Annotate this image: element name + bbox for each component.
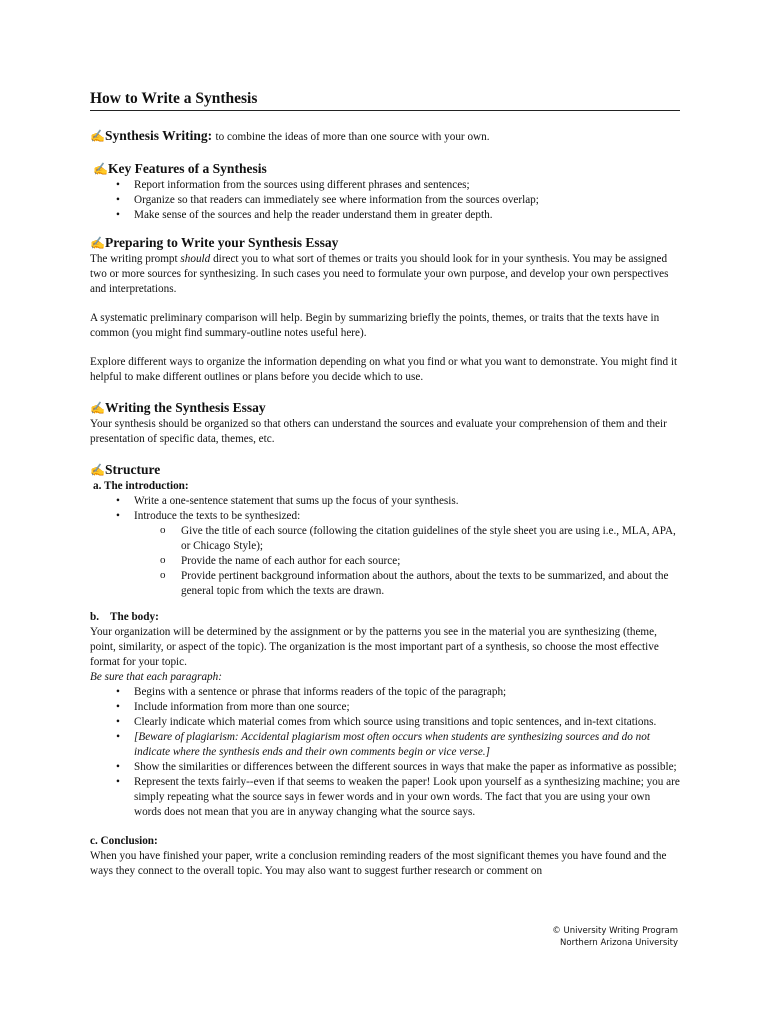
pointing-hand-icon: ✍ — [93, 162, 108, 176]
pointing-hand-icon: ✍ — [90, 236, 105, 250]
sublist-item: o Provide pertinent background information about the authors, about the texts to be summarized, and about the general topic from which the texts are drawn. — [90, 569, 680, 599]
list-item: • Show the similarities or differences between the different sources in ways that make the paper as informative as possible; — [90, 760, 680, 775]
structure-heading — [90, 461, 680, 479]
key-features-heading-text: Key Features of a Synthesis — [107, 161, 267, 176]
conclusion-paragraph-1: When you have finished your paper, write a conclusion reminding readers of the most significant themes you have found and the ways they connect to the overall topic. You may also want to suggest further research or comment on — [90, 850, 667, 877]
synthesis-writing-definition: to combine the ideas of more than one source with your own. — [215, 131, 490, 143]
list-item: • Introduce the texts to be synthesized: — [90, 509, 680, 524]
synthesis-writing-label: Synthesis Writing: — [104, 128, 213, 143]
footer-copyright: © University Writing Program — [552, 926, 678, 936]
pointing-hand-icon: ✍ — [90, 129, 105, 143]
writing-heading — [90, 399, 680, 417]
sublist-item: o Provide the name of each author for each source; — [90, 554, 680, 569]
introduction-list — [90, 494, 680, 524]
body-paragraph-1: Your organization will be determined by the assignment or by the patterns you see in the material you are synthesizing (theme, point, similarity, or aspect of the topic). The organization is the most important part of a synthesis, so choose the most effective format for your topic. — [90, 626, 659, 668]
conclusion-heading: c. Conclusion: — [90, 835, 158, 847]
list-item: • Make sense of the sources and help the reader understand them in greater depth. — [90, 208, 680, 223]
list-item: • Represent the texts fairly--even if that seems to weaken the paper! Look upon yourself as a synthesizing machine; you are simply repeating what the source says in fewer words and in your own words. The fact that you are using your own words does not mean that you are in anyway changing what the source says. — [90, 775, 680, 820]
body-list — [90, 685, 680, 820]
page-footer — [552, 925, 678, 949]
preparing-paragraph-3: Explore different ways to organize the information depending on what you find or what you want to demonstrate. You might find it helpful to make different outlines or plans before you decide which to use. — [90, 356, 678, 383]
list-item: • Clearly indicate which material comes from which source using transitions and topic sentences, and in-text citations. — [90, 715, 680, 730]
introduction-sublist — [90, 524, 680, 599]
page-title: How to Write a Synthesis — [90, 90, 680, 111]
structure-heading-text: Structure — [104, 462, 161, 477]
preparing-paragraph-2: A systematic preliminary comparison will help. Begin by summarizing briefly the points, themes, or traits that the texts have in common (you might find summary-outline notes useful here). — [90, 312, 660, 339]
list-item: • Organize so that readers can immediately see where information from the sources overlap; — [90, 193, 680, 208]
list-item: • Begins with a sentence or phrase that informs readers of the topic of the paragraph; — [90, 685, 680, 700]
footer-university: Northern Arizona University — [560, 938, 678, 948]
introduction-heading: a. The introduction: — [93, 480, 189, 492]
synthesis-writing-heading — [90, 127, 680, 146]
writing-heading-text: Writing the Synthesis Essay — [104, 400, 266, 415]
key-features-heading — [90, 160, 680, 178]
list-item: • [Beware of plagiarism: Accidental plagiarism most often occurs when students are synthesizing sources and do not indicate where the synthesis ends and their own comments begin or vice verse.] — [90, 730, 680, 760]
preparing-heading — [90, 234, 680, 252]
body-paragraph-2: Be sure that each paragraph: — [90, 671, 222, 683]
pointing-hand-icon: ✍ — [90, 401, 105, 415]
pointing-hand-icon: ✍ — [90, 463, 105, 477]
body-heading: b. The body: — [90, 611, 159, 623]
key-features-list — [90, 178, 680, 223]
list-item: • Include information from more than one source; — [90, 700, 680, 715]
list-item: • Report information from the sources using different phrases and sentences; — [90, 178, 680, 193]
preparing-heading-text: Preparing to Write your Synthesis Essay — [104, 235, 339, 250]
writing-paragraph-1: Your synthesis should be organized so that others can understand the sources and evaluate your comprehension of them and their presentation of specific data, themes, etc. — [90, 418, 667, 445]
preparing-paragraph-1: The writing prompt should direct you to what sort of themes or traits you should look for in your synthesis. You may be assigned two or more sources for synthesizing. In such cases you need to formulate your own purpose, and develop your own perspectives and interpretations. — [90, 253, 669, 295]
list-item: • Write a one-sentence statement that sums up the focus of your synthesis. — [90, 494, 680, 509]
sublist-item: o Give the title of each source (following the citation guidelines of the style sheet you are using i.e., MLA, APA, or Chicago Style); — [90, 524, 680, 554]
